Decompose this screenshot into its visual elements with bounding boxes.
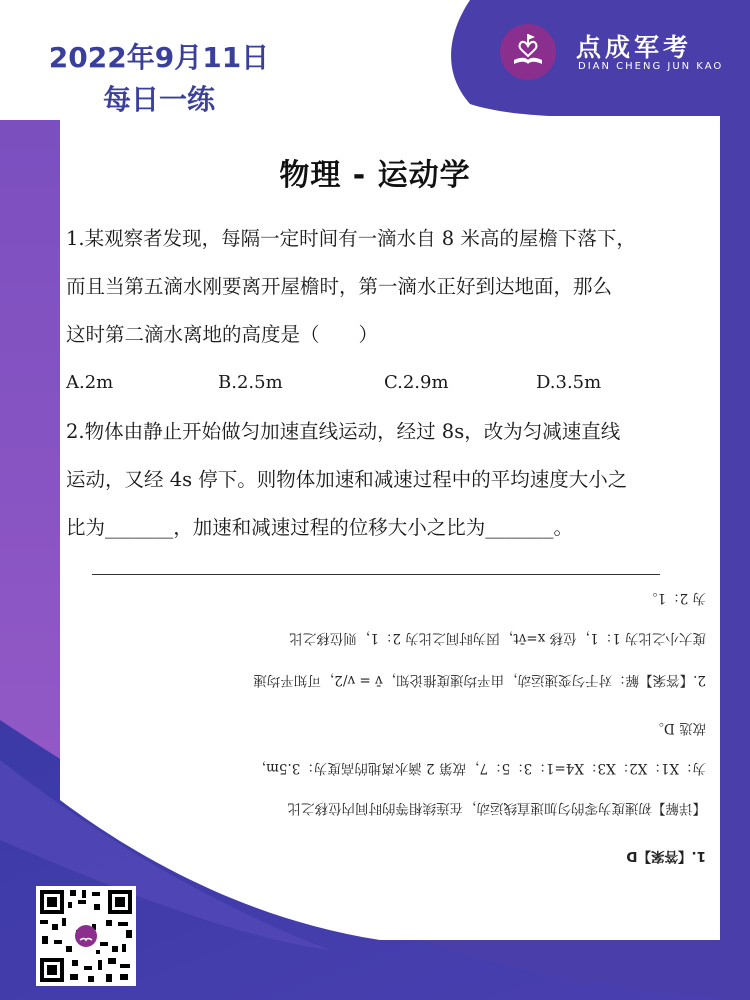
question-2-line-1: 2.物体由静止开始做匀加速直线运动，经过 8s，改为匀减速直线 <box>66 420 621 443</box>
question-2-line-2: 运动，又经 4s 停下。则物体加速和减速过程中的平均速度大小之 <box>66 468 628 491</box>
question-1-line-1: 1.某观察者发现，每隔一定时间有一滴水自 8 米高的屋檐下落下， <box>66 227 636 250</box>
answer-2-line-1: 2.【答案】解：对于匀变速运动，由平均速度推论知，v̄ = v/2，可知平均速 <box>253 672 706 688</box>
qr-code <box>36 886 136 986</box>
answer-1-line-2: 为：X1：X2：X3：X4=1：3：5：7，故第 2 滴水离地的高度为：3.5m， <box>252 760 706 776</box>
logo-pinyin: DIAN CHENG JUN KAO <box>578 61 724 72</box>
option-a: A.2m <box>66 372 114 393</box>
question-1-options <box>66 359 686 407</box>
answer-1-line-3: 故选 D。 <box>650 720 706 736</box>
page-title: 物理 - 运动学 <box>279 158 471 193</box>
qr-code-icon <box>36 886 136 986</box>
question-1-line-2: 而且当第五滴水刚要离开屋檐时，第一滴水正好到达地面，那么 <box>66 275 613 298</box>
option-c: C.2.9m <box>384 372 449 393</box>
answer-1-line-1: 【详解】初速度为零的匀加速直线运动，在连续相等的时间内位移之比 <box>287 800 706 816</box>
header-subtitle: 每日一练 <box>102 83 215 116</box>
brand-logo <box>500 24 730 80</box>
answer-2-line-3: 为 2：1。 <box>644 590 706 606</box>
answer-divider <box>92 574 660 575</box>
logo-emblem-icon <box>500 24 556 80</box>
answer-1-head: 1.【答案】D <box>626 848 706 864</box>
option-d: D.3.5m <box>536 372 602 393</box>
question-1-line-3: 这时第二滴水离地的高度是（ ） <box>66 323 379 346</box>
header-date: 2022年9月11日 <box>48 41 270 74</box>
question-2-line-3: 比为_______，加速和减速过程的位移大小之比为_______。 <box>66 516 574 539</box>
answer-2-line-2: 度大小之比为 1：1，位移 x=v̄t，因为时间之比为 2：1，则位移之比 <box>289 630 706 646</box>
option-b: B.2.5m <box>218 372 283 393</box>
answer-section-upside-down <box>66 588 716 888</box>
logo-name: 点成军考 <box>576 33 693 62</box>
